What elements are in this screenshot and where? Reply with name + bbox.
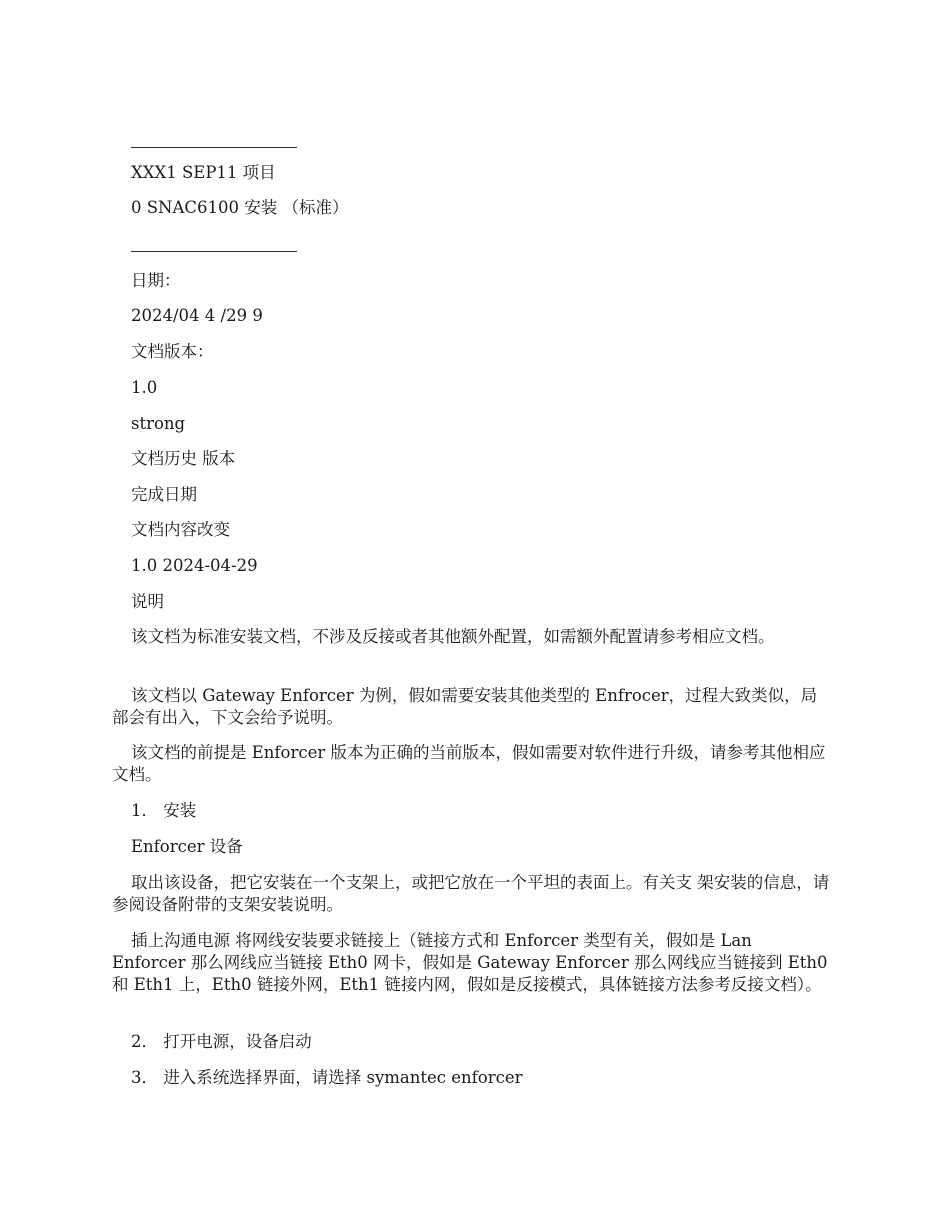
history-column-date: 完成日期 <box>131 485 197 504</box>
section-2-heading: 2． 打开电源，设备启动 <box>131 1032 312 1051</box>
notes-paragraph-1: 该文档为标准安装文档，不涉及反接或者其他额外配置，如需额外配置请参考相应文档。 <box>131 627 775 646</box>
version-label: 文档版本： <box>131 342 214 361</box>
date-value: 2024/04 4 /29 9 <box>131 306 263 325</box>
notes-paragraph-3: 该文档的前提是 Enforcer 版本为正确的当前版本，假如需要对软件进行升级，请参考其他相应文档。 <box>112 743 826 784</box>
section-1-paragraph-2: 插上沟通电源 将网线安装要求链接上（链接方式和 Enforcer 类型有关，假如是 Lan Enforcer 那么网线应当链接 Eth0 网卡，假如是 Gateway Enforcer 那么网线应当链接到 Eth0 和 Eth1 上，Eth0 链接外网，Eth1 链接内网，假如是反接模式，具体链接方法参考反接文档）。 <box>112 931 828 994</box>
strong-text: strong <box>131 414 186 433</box>
document-subtitle: 0 SNAC6100 安装 （标准） <box>131 198 349 217</box>
history-title: 文档历史 版本 <box>131 449 236 468</box>
section-1-device: Enforcer 设备 <box>131 837 243 856</box>
section-3-heading: 3． 进入系统选择界面，请选择 symantec enforcer <box>131 1068 523 1087</box>
notes-title: 说明 <box>131 592 164 611</box>
section-1-paragraph-1: 取出该设备，把它安装在一个支架上，或把它放在一个平坦的表面上。有关支 架安装的信息，请参阅设备附带的支架安装说明。 <box>112 873 830 914</box>
top-divider <box>131 147 297 148</box>
notes-paragraph-2: 该文档以 Gateway Enforcer 为例，假如需要安装其他类型的 Enfrocer，过程大致类似，局部会有出入，下文会给予说明。 <box>112 686 818 727</box>
section-1-heading: 1． 安装 <box>131 801 197 820</box>
version-value: 1.0 <box>131 378 158 397</box>
date-label: 日期： <box>131 271 181 290</box>
history-row: 1.0 2024-04-29 <box>131 556 258 575</box>
header-divider <box>131 251 297 252</box>
project-title: XXX1 SEP11 项目 <box>131 163 276 182</box>
history-column-change: 文档内容改变 <box>131 520 230 539</box>
